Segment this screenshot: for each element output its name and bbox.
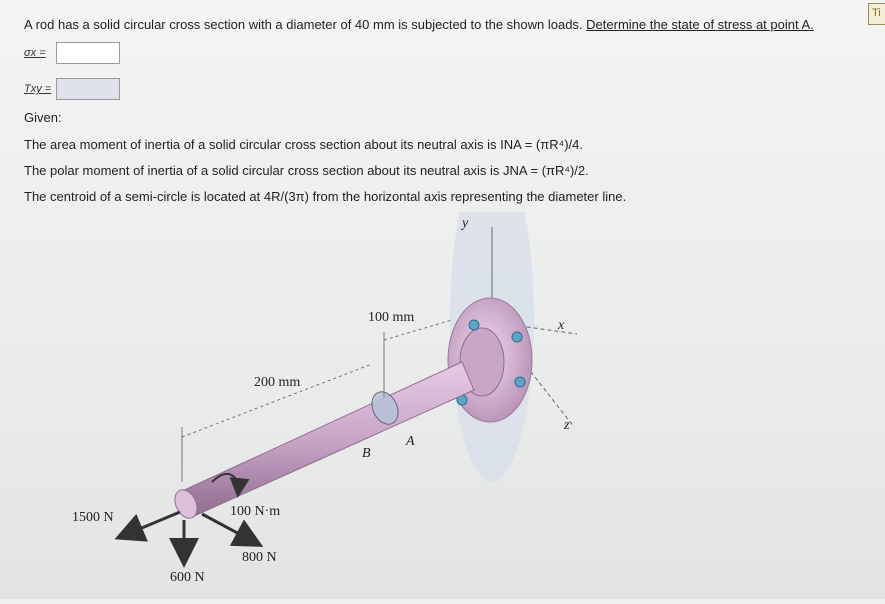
tau-xy-label: Txy = xyxy=(24,83,52,95)
dim-200-label: 200 mm xyxy=(254,375,301,390)
given-heading: Given: xyxy=(24,110,62,125)
force-600-label: 600 N xyxy=(170,570,205,585)
given-line-centroid: The centroid of a semi-circle is located at 4R/(3π) from the horizontal axis representing the diameter line. xyxy=(24,189,627,204)
force-800-label: 800 N xyxy=(242,550,277,565)
question-prefix: A rod has a solid circular cross section with a diameter of 40 mm is subjected to the shown loads. xyxy=(24,17,587,32)
given-line-polar: The polar moment of inertia of a solid circular cross section about its neutral axis is JNA = (πR⁴)/2. xyxy=(24,163,589,178)
point-a-label: A xyxy=(406,434,415,449)
tau-xy-input[interactable] xyxy=(56,78,120,100)
point-b-label: B xyxy=(362,446,371,461)
y-axis-label: y xyxy=(462,216,469,231)
tau-xy-row xyxy=(24,76,120,102)
z-axis-label: z xyxy=(564,418,570,433)
sigma-x-row xyxy=(24,40,120,66)
given-line-inertia: The area moment of inertia of a solid circular cross section about its neutral axis is INA = (πR⁴)/4. xyxy=(24,137,583,152)
rod-body xyxy=(180,362,474,517)
bolt-icon xyxy=(515,377,525,387)
question-text xyxy=(24,17,814,32)
bolt-icon xyxy=(469,320,479,330)
corner-tab-button[interactable]: Ti xyxy=(868,3,885,25)
rod-figure xyxy=(62,212,702,599)
rod-diagram xyxy=(62,212,702,599)
dim-100-label: 100 mm xyxy=(368,310,415,325)
x-axis-label: x xyxy=(558,318,565,333)
force-1500-label: 1500 N xyxy=(72,510,114,525)
sigma-x-label: σx = xyxy=(24,47,46,59)
force-1500-arrow xyxy=(120,512,180,537)
sigma-x-input[interactable] xyxy=(56,42,120,64)
moment-100-label: 100 N·m xyxy=(230,504,281,519)
bolt-icon xyxy=(512,332,522,342)
question-task: Determine the state of stress at point A. xyxy=(586,17,814,32)
